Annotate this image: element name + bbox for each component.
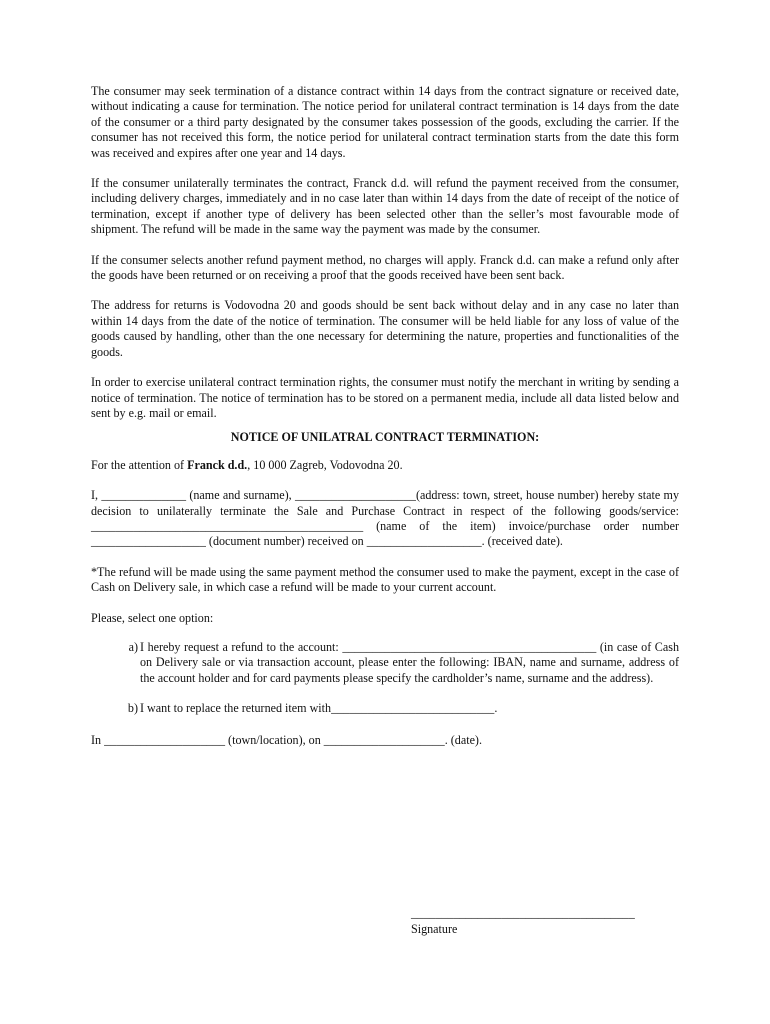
option-a-text: I hereby request a refund to the account: __________________________________________ (in case of Cash on Delivery sale or via transaction account, please enter the following: IBAN, name and surname, address of the account holder and for card payments please specify the cardholder’s name, surname and the address). [140,639,679,685]
paragraph-returns-address: The address for returns is Vodovodna 20 and goods should be sent back without delay and in any case no later than within 14 days from the date of the notice of termination. The consumer will be held liable for any loss of value of the goods caused by handling, other than the one necessary for determining the nature, properties and functionalities of the goods. [91,298,679,359]
place-date-line: In ____________________ (town/location), on ____________________. (date). [91,732,482,747]
option-a [91,640,679,686]
declaration-paragraph: I, ______________ (name and surname), ____________________(address: town, street, house number) hereby state my decision to unilaterally terminate the Sale and Purchase Contract in respect of the following goods/service: _____________________________________________ (name of the item) invoice/purchase order number ___________________ (document number) received on ___________________. (received date). [91,488,679,549]
signature-block [411,905,635,937]
document-body [91,84,679,748]
paragraph-refund-terms: If the consumer unilaterally terminates the contract, Franck d.d. will refund the payment received from the consumer, including delivery charges, immediately and in no case later than within 14 days from the date of receipt of the notice of termination, except if another type of delivery has been selected other than the seller’s most favourable mode of shipment. The refund will be made in the same way the payment was made by the consumer. [91,176,679,237]
attention-company: Franck d.d. [187,457,248,472]
signature-label: Signature [411,922,458,936]
attention-prefix: For the attention of [91,457,188,472]
attention-line [91,458,679,473]
paragraph-termination-period: The consumer may seek termination of a distance contract within 14 days from the contract signature or received date, without indicating a cause for termination. The notice period for unilateral contract termination is 14 days from the date of the consumer or a third party designated by the consumer takes possession of the goods, excluding the carrier. If the consumer has not received this form, the notice period for unilateral contract termination starts from the date this form was received and expires after one year and 14 days. [91,84,679,160]
option-b [91,701,679,716]
refund-note: *The refund will be made using the same payment method the consumer used to make the payment, except in the case of Cash on Delivery sale, in which case a refund will be made to your current account. [91,564,679,595]
signature-line: _____________________________________ [411,906,635,920]
attention-suffix: , 10 000 Zagreb, Vodovodna 20. [247,457,403,472]
option-b-text: I want to replace the returned item with___________________________. [140,701,498,716]
paragraph-refund-method: If the consumer selects another refund payment method, no charges will apply. Franck d.d. can make a refund only after the goods have been returned or on receiving a proof that the goods received have been sent back. [91,252,679,283]
option-a-label: a) [128,639,138,654]
option-b-label: b) [127,701,138,716]
select-prompt: Please, select one option: [91,610,214,625]
paragraph-exercise-rights: In order to exercise unilateral contract termination rights, the consumer must notify the merchant in writing by sending a notice of termination. The notice of termination has to be stored on a permanent media, include all data listed below and sent by e.g. mail or email. [91,375,679,420]
notice-heading: NOTICE OF UNILATRAL CONTRACT TERMINATION: [230,430,540,445]
